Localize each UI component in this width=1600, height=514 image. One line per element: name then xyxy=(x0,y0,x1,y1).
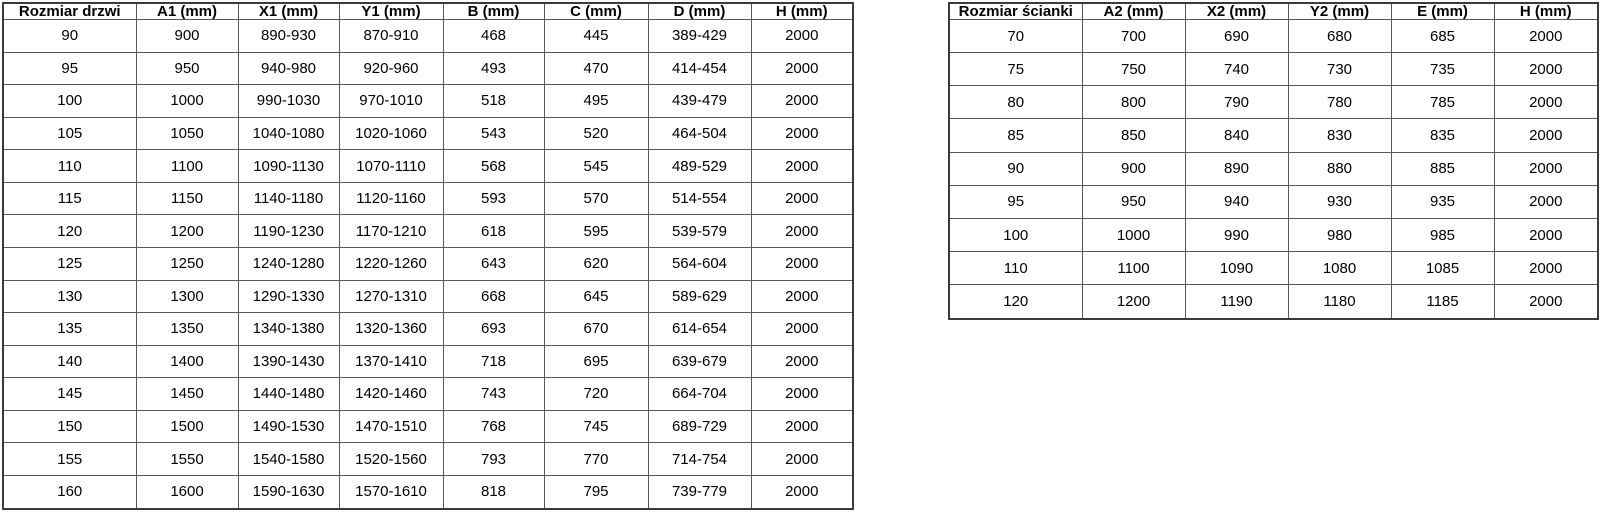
table-cell: 1240-1280 xyxy=(238,247,339,280)
table-cell: 690 xyxy=(1185,20,1288,53)
column-header-2: X1 (mm) xyxy=(238,3,339,20)
table-cell: 1170-1210 xyxy=(339,215,443,248)
table-cell: 1320-1360 xyxy=(339,313,443,346)
table-cell: 743 xyxy=(443,378,544,411)
table-cell: 1350 xyxy=(136,313,238,346)
table-cell: 2000 xyxy=(1494,86,1598,119)
table-cell: 1090 xyxy=(1185,252,1288,285)
table-cell: 664-704 xyxy=(648,378,751,411)
table-cell: 2000 xyxy=(751,52,853,85)
table-row xyxy=(3,215,853,248)
table-cell: 2000 xyxy=(751,410,853,443)
table-cell: 1400 xyxy=(136,345,238,378)
table-row xyxy=(949,53,1598,86)
table-cell: 730 xyxy=(1288,53,1391,86)
column-header-2: X2 (mm) xyxy=(1185,3,1288,20)
table-cell: 464-504 xyxy=(648,117,751,150)
table-row xyxy=(3,247,853,280)
table-cell: 2000 xyxy=(751,182,853,215)
table-cell: 840 xyxy=(1185,119,1288,152)
table-cell: 2000 xyxy=(1494,20,1598,53)
table-cell: 1090-1130 xyxy=(238,150,339,183)
table-cell: 685 xyxy=(1391,20,1494,53)
table-cell: 1085 xyxy=(1391,252,1494,285)
table-cell: 2000 xyxy=(751,475,853,509)
table-cell: 785 xyxy=(1391,86,1494,119)
table-cell: 1490-1530 xyxy=(238,410,339,443)
table-cell: 2000 xyxy=(751,117,853,150)
table-cell: 1590-1630 xyxy=(238,475,339,509)
table-cell: 414-454 xyxy=(648,52,751,85)
table-cell: 2000 xyxy=(1494,185,1598,218)
table-cell: 900 xyxy=(1082,152,1185,185)
table-cell: 695 xyxy=(544,345,648,378)
table-cell: 739-779 xyxy=(648,475,751,509)
table-cell: 718 xyxy=(443,345,544,378)
table-row xyxy=(3,182,853,215)
table-cell: 2000 xyxy=(751,313,853,346)
table-cell: 735 xyxy=(1391,53,1494,86)
table-row xyxy=(3,475,853,509)
table-cell: 830 xyxy=(1288,119,1391,152)
table-cell: 790 xyxy=(1185,86,1288,119)
table-cell: 564-604 xyxy=(648,247,751,280)
header-row xyxy=(3,3,853,20)
table-cell: 1190 xyxy=(1185,285,1288,319)
table-cell: 990 xyxy=(1185,218,1288,251)
table-cell: 2000 xyxy=(1494,53,1598,86)
table-cell: 1070-1110 xyxy=(339,150,443,183)
table-row xyxy=(949,119,1598,152)
table-cell: 890-930 xyxy=(238,20,339,53)
table-cell: 110 xyxy=(3,150,136,183)
table-row xyxy=(3,443,853,476)
door-size-table xyxy=(2,2,854,510)
table-cell: 818 xyxy=(443,475,544,509)
table-cell: 880 xyxy=(1288,152,1391,185)
column-header-3: Y1 (mm) xyxy=(339,3,443,20)
table-cell: 643 xyxy=(443,247,544,280)
table-cell: 1200 xyxy=(136,215,238,248)
table-cell: 518 xyxy=(443,85,544,118)
table-cell: 539-579 xyxy=(648,215,751,248)
table-cell: 1290-1330 xyxy=(238,280,339,313)
table-cell: 1190-1230 xyxy=(238,215,339,248)
table-cell: 890 xyxy=(1185,152,1288,185)
table-cell: 470 xyxy=(544,52,648,85)
table-cell: 445 xyxy=(544,20,648,53)
table-cell: 130 xyxy=(3,280,136,313)
table-cell: 970-1010 xyxy=(339,85,443,118)
table-cell: 2000 xyxy=(1494,152,1598,185)
table-cell: 885 xyxy=(1391,152,1494,185)
table-cell: 145 xyxy=(3,378,136,411)
table-cell: 140 xyxy=(3,345,136,378)
table-cell: 495 xyxy=(544,85,648,118)
column-header-1: A2 (mm) xyxy=(1082,3,1185,20)
table-cell: 1180 xyxy=(1288,285,1391,319)
table-cell: 1550 xyxy=(136,443,238,476)
table-cell: 768 xyxy=(443,410,544,443)
table-cell: 110 xyxy=(949,252,1082,285)
table-cell: 720 xyxy=(544,378,648,411)
table-cell: 793 xyxy=(443,443,544,476)
table-cell: 489-529 xyxy=(648,150,751,183)
column-header-4: E (mm) xyxy=(1391,3,1494,20)
table-cell: 2000 xyxy=(751,443,853,476)
table-cell: 589-629 xyxy=(648,280,751,313)
table-cell: 1040-1080 xyxy=(238,117,339,150)
header-row xyxy=(949,3,1598,20)
table-cell: 950 xyxy=(136,52,238,85)
table-row xyxy=(949,20,1598,53)
table-cell: 1080 xyxy=(1288,252,1391,285)
table-cell: 1390-1430 xyxy=(238,345,339,378)
table-cell: 620 xyxy=(544,247,648,280)
table-cell: 740 xyxy=(1185,53,1288,86)
table-cell: 689-729 xyxy=(648,410,751,443)
table-cell: 1600 xyxy=(136,475,238,509)
table-cell: 990-1030 xyxy=(238,85,339,118)
table-cell: 1050 xyxy=(136,117,238,150)
table-cell: 155 xyxy=(3,443,136,476)
table-cell: 1540-1580 xyxy=(238,443,339,476)
table-row xyxy=(3,85,853,118)
table-cell: 135 xyxy=(3,313,136,346)
table-cell: 920-960 xyxy=(339,52,443,85)
table-cell: 1150 xyxy=(136,182,238,215)
table-cell: 614-654 xyxy=(648,313,751,346)
table-cell: 700 xyxy=(1082,20,1185,53)
table-cell: 439-479 xyxy=(648,85,751,118)
table-cell: 835 xyxy=(1391,119,1494,152)
table-cell: 593 xyxy=(443,182,544,215)
table-cell: 750 xyxy=(1082,53,1185,86)
table-cell: 1140-1180 xyxy=(238,182,339,215)
column-header-1: A1 (mm) xyxy=(136,3,238,20)
table-cell: 639-679 xyxy=(648,345,751,378)
table-cell: 543 xyxy=(443,117,544,150)
table-cell: 1370-1410 xyxy=(339,345,443,378)
table-cell: 1340-1380 xyxy=(238,313,339,346)
table-cell: 1020-1060 xyxy=(339,117,443,150)
table-cell: 520 xyxy=(544,117,648,150)
table-cell: 2000 xyxy=(1494,218,1598,251)
table-cell: 870-910 xyxy=(339,20,443,53)
table-cell: 2000 xyxy=(751,150,853,183)
table-cell: 1520-1560 xyxy=(339,443,443,476)
table-cell: 1450 xyxy=(136,378,238,411)
table-cell: 2000 xyxy=(751,247,853,280)
column-header-4: B (mm) xyxy=(443,3,544,20)
table-cell: 568 xyxy=(443,150,544,183)
table-cell: 2000 xyxy=(1494,119,1598,152)
table-cell: 950 xyxy=(1082,185,1185,218)
table-cell: 1270-1310 xyxy=(339,280,443,313)
table-cell: 1000 xyxy=(136,85,238,118)
table-cell: 1440-1480 xyxy=(238,378,339,411)
table-cell: 150 xyxy=(3,410,136,443)
table-cell: 980 xyxy=(1288,218,1391,251)
table-cell: 780 xyxy=(1288,86,1391,119)
table-cell: 468 xyxy=(443,20,544,53)
table-cell: 935 xyxy=(1391,185,1494,218)
table-cell: 1420-1460 xyxy=(339,378,443,411)
table-cell: 570 xyxy=(544,182,648,215)
table-cell: 1000 xyxy=(1082,218,1185,251)
column-header-5: C (mm) xyxy=(544,3,648,20)
table-cell: 1100 xyxy=(1082,252,1185,285)
table-cell: 800 xyxy=(1082,86,1185,119)
table-cell: 850 xyxy=(1082,119,1185,152)
table-cell: 940 xyxy=(1185,185,1288,218)
table-cell: 2000 xyxy=(751,85,853,118)
table-cell: 75 xyxy=(949,53,1082,86)
table-row xyxy=(3,20,853,53)
table-cell: 90 xyxy=(3,20,136,53)
table-row xyxy=(949,218,1598,251)
column-header-3: Y2 (mm) xyxy=(1288,3,1391,20)
table-row xyxy=(3,280,853,313)
table-cell: 115 xyxy=(3,182,136,215)
table-cell: 120 xyxy=(949,285,1082,319)
table-cell: 1570-1610 xyxy=(339,475,443,509)
table-row xyxy=(3,117,853,150)
table-cell: 1100 xyxy=(136,150,238,183)
table-row xyxy=(3,345,853,378)
table-cell: 2000 xyxy=(1494,285,1598,319)
wall-size-table xyxy=(948,2,1599,320)
table-cell: 514-554 xyxy=(648,182,751,215)
table-row xyxy=(3,378,853,411)
table-cell: 100 xyxy=(949,218,1082,251)
table-cell: 1300 xyxy=(136,280,238,313)
table-cell: 80 xyxy=(949,86,1082,119)
table-cell: 985 xyxy=(1391,218,1494,251)
table-cell: 125 xyxy=(3,247,136,280)
table-cell: 160 xyxy=(3,475,136,509)
table-cell: 1250 xyxy=(136,247,238,280)
table-cell: 940-980 xyxy=(238,52,339,85)
table-cell: 2000 xyxy=(751,280,853,313)
column-header-7: H (mm) xyxy=(751,3,853,20)
table-cell: 770 xyxy=(544,443,648,476)
table-cell: 90 xyxy=(949,152,1082,185)
table-cell: 120 xyxy=(3,215,136,248)
table-cell: 670 xyxy=(544,313,648,346)
table-cell: 493 xyxy=(443,52,544,85)
table-cell: 745 xyxy=(544,410,648,443)
column-header-6: D (mm) xyxy=(648,3,751,20)
table-cell: 1220-1260 xyxy=(339,247,443,280)
table-cell: 1120-1160 xyxy=(339,182,443,215)
table-cell: 1200 xyxy=(1082,285,1185,319)
table-cell: 1500 xyxy=(136,410,238,443)
table-row xyxy=(949,252,1598,285)
table-cell: 2000 xyxy=(751,345,853,378)
table-cell: 95 xyxy=(949,185,1082,218)
column-header-5: H (mm) xyxy=(1494,3,1598,20)
table-cell: 693 xyxy=(443,313,544,346)
table-cell: 680 xyxy=(1288,20,1391,53)
table-row xyxy=(3,410,853,443)
table-cell: 2000 xyxy=(751,20,853,53)
table-cell: 645 xyxy=(544,280,648,313)
table-cell: 95 xyxy=(3,52,136,85)
table-cell: 795 xyxy=(544,475,648,509)
table-cell: 105 xyxy=(3,117,136,150)
table-row xyxy=(949,152,1598,185)
table-cell: 1470-1510 xyxy=(339,410,443,443)
table-cell: 2000 xyxy=(751,215,853,248)
table-row xyxy=(949,86,1598,119)
table-row xyxy=(949,185,1598,218)
table-cell: 930 xyxy=(1288,185,1391,218)
table-cell: 545 xyxy=(544,150,648,183)
table-cell: 668 xyxy=(443,280,544,313)
table-row xyxy=(949,285,1598,319)
table-cell: 100 xyxy=(3,85,136,118)
table-cell: 1185 xyxy=(1391,285,1494,319)
column-header-0: Rozmiar drzwi xyxy=(3,3,136,20)
table-row xyxy=(3,313,853,346)
table-row xyxy=(3,52,853,85)
table-cell: 389-429 xyxy=(648,20,751,53)
column-header-0: Rozmiar ścianki xyxy=(949,3,1082,20)
table-cell: 595 xyxy=(544,215,648,248)
table-cell: 714-754 xyxy=(648,443,751,476)
table-cell: 618 xyxy=(443,215,544,248)
table-cell: 85 xyxy=(949,119,1082,152)
table-cell: 900 xyxy=(136,20,238,53)
table-cell: 2000 xyxy=(751,378,853,411)
table-cell: 2000 xyxy=(1494,252,1598,285)
table-cell: 70 xyxy=(949,20,1082,53)
table-row xyxy=(3,150,853,183)
